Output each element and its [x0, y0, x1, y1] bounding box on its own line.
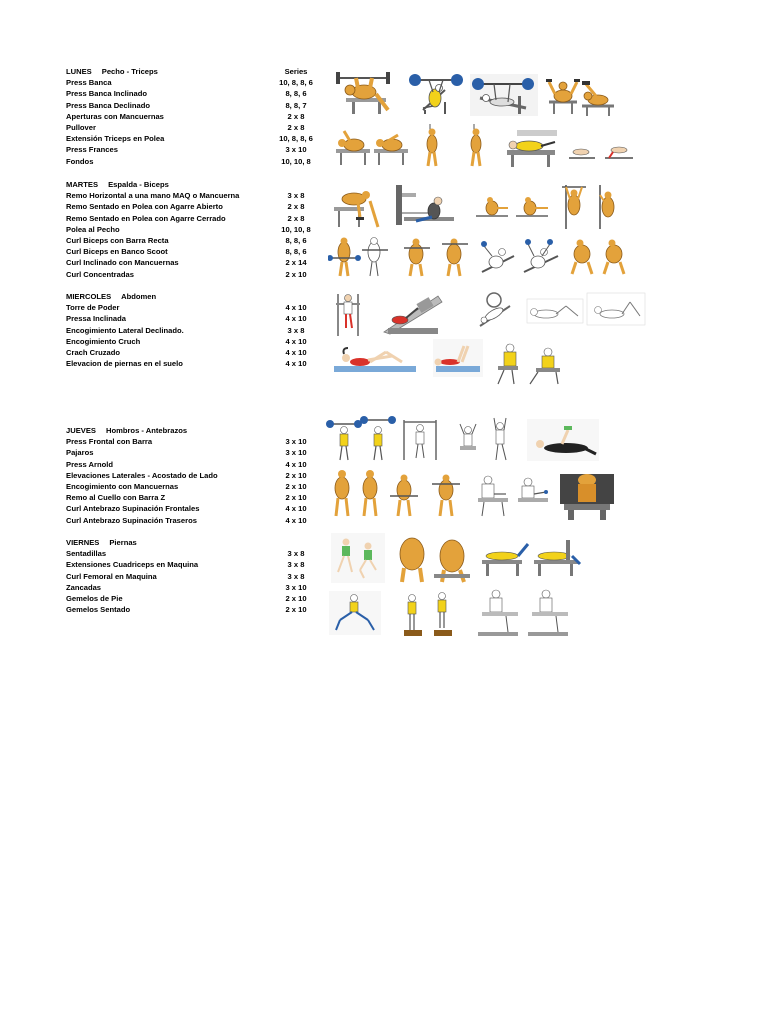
exercise-illustration-zancadas [328, 590, 382, 636]
exercise-series: 4 x 10 [285, 359, 307, 369]
exercise-series: 4 x 10 [285, 504, 307, 514]
exercise-row [66, 481, 326, 492]
exercise-illustration-elevacion-piernas-2 [484, 338, 564, 388]
exercise-name: Encogimiento Cruch [66, 336, 141, 346]
exercise-illustration-pullover [580, 78, 616, 118]
exercise-illustration-gemelos-sentado [474, 586, 574, 638]
exercise-name: Polea al Pecho [66, 224, 120, 234]
exercise-name: Curl Femoral en Maquina [66, 571, 157, 581]
exercise-row [66, 459, 326, 470]
exercise-name: Pullover [66, 122, 96, 132]
day-header [66, 291, 326, 302]
section-viernes [66, 537, 326, 615]
section-miercoles [66, 291, 326, 369]
section-jueves [66, 425, 326, 526]
exercise-illustration-elevacion-piernas [432, 338, 484, 378]
exercise-name: Pajaros [66, 448, 94, 458]
exercise-illustration-press-frances [420, 122, 494, 168]
exercise-series: 10, 10, 8 [281, 224, 311, 234]
exercise-name: Press Frontal con Barra [66, 437, 153, 447]
exercise-illustration-elevaciones-laterales [526, 418, 600, 462]
exercise-series: 2 x 8 [287, 111, 305, 121]
exercise-row [66, 88, 326, 99]
exercise-illustration-remo-al-cuello [388, 470, 470, 518]
exercise-row [66, 156, 326, 167]
exercise-illustration-press-arnold [454, 416, 520, 462]
exercise-series: 2 x 10 [285, 493, 307, 503]
exercise-row [66, 515, 326, 526]
exercise-name: Fondos [66, 156, 94, 166]
exercise-illustration-press-inclinado [405, 70, 465, 116]
day-header [66, 537, 326, 548]
exercise-series: 4 x 10 [285, 459, 307, 469]
exercise-illustration-sentadillas [330, 532, 386, 584]
exercise-series: 3 x 10 [285, 437, 307, 447]
exercise-illustration-extensiones-cuadriceps [394, 534, 470, 584]
exercise-row [66, 336, 326, 347]
exercise-name: Encogimiento Lateral Declinado. [66, 325, 184, 335]
exercise-row [66, 559, 326, 570]
exercise-name: Zancadas [66, 582, 102, 592]
exercise-series: 8, 8, 6 [285, 247, 307, 257]
exercise-row [66, 436, 326, 447]
exercise-name: Extensiones Cuadriceps en Maquina [66, 560, 199, 570]
exercise-series: 3 x 8 [287, 571, 305, 581]
muscle-group: Espalda - Biceps [108, 180, 169, 189]
exercise-illustration-curl-barra-recta [328, 236, 394, 278]
exercise-name: Curl Antebrazo Supinación Frontales [66, 504, 200, 514]
exercise-row [66, 190, 326, 201]
exercise-row [66, 347, 326, 358]
exercise-row [66, 571, 326, 582]
exercise-series: 4 x 10 [285, 515, 307, 525]
exercise-illustration-extension-triceps [332, 125, 412, 167]
exercise-series: 3 x 8 [287, 549, 305, 559]
exercise-row [66, 213, 326, 224]
exercise-illustration-gemelos-de-pie [398, 590, 462, 638]
section-martes [66, 179, 326, 280]
exercise-name: Gemelos de Pie [66, 593, 123, 603]
exercise-illustration-torre-de-poder [332, 290, 364, 338]
exercise-series: 4 x 10 [285, 336, 307, 346]
exercise-illustration-remo-polea-abierto [394, 183, 458, 229]
exercise-name: Press Banca [66, 78, 112, 88]
exercise-name: Extensión Triceps en Polea [66, 134, 165, 144]
day-name: LUNES [66, 67, 92, 76]
exercise-row [66, 122, 326, 133]
exercise-illustration-curl-femoral [480, 538, 584, 578]
exercise-series: 8, 8, 6 [285, 89, 307, 99]
day-header [66, 66, 326, 77]
exercise-series: 10, 10, 8 [281, 156, 311, 166]
exercise-illustration-curl-antebrazo-frontal [474, 470, 550, 518]
exercise-series: 2 x 8 [287, 213, 305, 223]
exercise-name: Press Banca Declinado [66, 100, 150, 110]
exercise-series: 2 x 10 [285, 593, 307, 603]
exercise-series: 2 x 8 [287, 202, 305, 212]
exercise-illustration-polea-al-pecho [560, 183, 624, 231]
exercise-series: 8, 8, 7 [285, 100, 307, 110]
muscle-group: Hombros - Antebrazos [105, 426, 188, 435]
exercise-series: 3 x 8 [287, 325, 305, 335]
exercise-row [66, 325, 326, 336]
exercise-series: 2 x 10 [285, 470, 307, 480]
section-lunes [66, 66, 326, 167]
exercise-name: Crach Cruzado [66, 347, 121, 357]
exercise-illustration-remo-una-mano [332, 183, 384, 229]
exercise-series: 3 x 10 [285, 448, 307, 458]
exercise-name: Press Frances [66, 145, 118, 155]
exercise-name: Aperturas con Mancuernas [66, 111, 164, 121]
exercise-name: Encogimiento con Mancuernas [66, 481, 179, 491]
day-name: JUEVES [66, 426, 96, 435]
exercise-row [66, 269, 326, 280]
exercise-series: 2 x 14 [285, 258, 307, 268]
exercise-row [66, 582, 326, 593]
exercise-series: 8, 8, 6 [285, 235, 307, 245]
day-name: MARTES [66, 180, 99, 189]
exercise-illustration-press-frontal-barra [326, 416, 396, 462]
exercise-series: 10, 8, 8, 6 [279, 78, 313, 88]
exercise-row [66, 111, 326, 122]
exercise-series: 2 x 10 [285, 481, 307, 491]
exercise-series: 3 x 8 [287, 191, 305, 201]
exercise-series: 3 x 10 [285, 582, 307, 592]
exercise-row [66, 548, 326, 559]
exercise-name: Remo al Cuello con Barra Z [66, 493, 166, 503]
exercise-name: Sentadillas [66, 549, 107, 559]
exercise-name: Pressa Inclinada [66, 314, 126, 324]
exercise-row [66, 593, 326, 604]
exercise-row [66, 470, 326, 481]
exercise-row [66, 224, 326, 235]
exercise-row [66, 246, 326, 257]
exercise-name: Press Arnold [66, 459, 113, 469]
exercise-row [66, 503, 326, 514]
exercise-name: Curl Biceps en Banco Scoot [66, 247, 168, 257]
exercise-illustration-aperturas [545, 72, 581, 116]
exercise-row [66, 604, 326, 615]
exercise-row [66, 235, 326, 246]
exercise-illustration-prensa-inclinada [378, 292, 446, 336]
exercise-illustration-curl-banco-scott [400, 236, 474, 278]
exercise-series: 4 x 10 [285, 314, 307, 324]
exercise-illustration-remo-polea-cerrado [472, 192, 552, 224]
exercise-illustration-curl-inclinado [478, 238, 564, 278]
exercise-name: Curl Inclinado con Mancuernas [66, 258, 179, 268]
exercise-illustration-press-banca [332, 70, 394, 116]
exercise-name: Press Banca Inclinado [66, 89, 148, 99]
exercise-series: 2 x 8 [287, 122, 305, 132]
exercise-illustration-curl-antebrazo-trasero [558, 468, 616, 522]
day-name: MIERCOLES [66, 292, 112, 301]
exercise-row [66, 492, 326, 503]
exercise-name: Torre de Poder [66, 303, 120, 313]
exercise-series: 3 x 8 [287, 560, 305, 570]
exercise-illustration-crunch-cruzado [332, 344, 418, 374]
series-header: Series [284, 67, 308, 76]
exercise-illustration-curl-concentrado [566, 236, 632, 276]
exercise-illustration-press-declinado [468, 72, 540, 118]
exercise-illustration-crunch-cruzado-2 [586, 292, 646, 326]
exercise-row [66, 302, 326, 313]
exercise-name: Gemelos Sentado [66, 605, 131, 615]
exercise-row [66, 100, 326, 111]
day-header [66, 179, 326, 190]
exercise-illustration-fondos-2 [565, 138, 637, 164]
exercise-series: 3 x 10 [285, 145, 307, 155]
exercise-series: 2 x 10 [285, 269, 307, 279]
exercise-illustration-encogimiento-crunch [526, 298, 584, 324]
exercise-series: 4 x 10 [285, 303, 307, 313]
exercise-row [66, 201, 326, 212]
exercise-name: Remo Sentado en Polea con Agarre Abierto [66, 202, 223, 212]
exercise-row [66, 358, 326, 369]
exercise-illustration-encogimiento-lateral [470, 290, 518, 332]
muscle-group: Pecho - Triceps [101, 67, 158, 76]
exercise-illustration-pajaros [400, 416, 440, 462]
exercise-name: Curl Concentradas [66, 269, 134, 279]
muscle-group: Piernas [109, 538, 137, 547]
exercise-row [66, 257, 326, 268]
muscle-group: Abdomen [121, 292, 157, 301]
exercise-name: Remo Sentado en Polea con Agarre Cerrado [66, 213, 226, 223]
exercise-series: 10, 8, 8, 6 [279, 134, 313, 144]
day-name: VIERNES [66, 538, 100, 547]
exercise-series: 2 x 10 [285, 605, 307, 615]
exercise-row [66, 77, 326, 88]
exercise-row [66, 447, 326, 458]
exercise-row [66, 313, 326, 324]
exercise-row [66, 144, 326, 155]
exercise-name: Curl Biceps con Barra Recta [66, 235, 169, 245]
exercise-name: Elevaciones Laterales - Acostado de Lado [66, 470, 218, 480]
exercise-series: 4 x 10 [285, 347, 307, 357]
exercise-illustration-fondos [503, 128, 559, 168]
exercise-row [66, 133, 326, 144]
day-header [66, 425, 326, 436]
exercise-name: Elevacion de piernas en el suelo [66, 359, 183, 369]
exercise-illustration-encogimiento-mancuernas [328, 468, 386, 518]
exercise-name: Remo Horizontal a una mano MAQ o Mancuerna [66, 191, 240, 201]
exercise-name: Curl Antebrazo Supinación Traseros [66, 515, 197, 525]
